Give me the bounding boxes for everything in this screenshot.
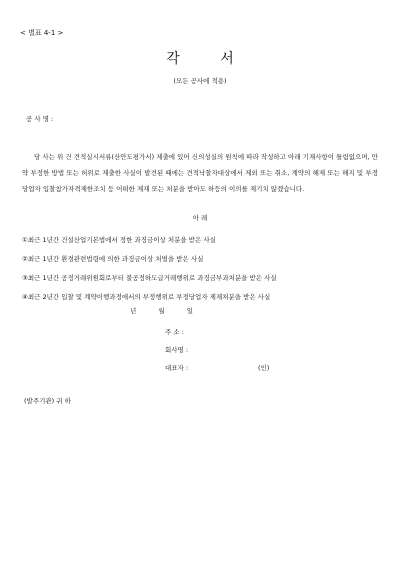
date-line: 년 월 일 — [130, 307, 203, 315]
list-item: ③최근 1년간 공정거래위원회로부터 불공정하도급거래행위로 과징금부과처분을 받은 사실 — [22, 274, 277, 282]
list-item: ④최근 2년간 입찰 및 계약이행과정에서의 부정행위로 부정당업자 제재처분을 받은 사실 — [22, 293, 271, 301]
form-reference: < 별표 4-1 > — [20, 29, 64, 37]
list-item: ①최근 1년간 건설산업기본법에서 정한 과징금이상 처분을 받은 사실 — [22, 236, 216, 244]
addressee: (발주기관) 귀 하 — [24, 397, 71, 405]
items-heading: 아 래 — [192, 214, 208, 222]
document-subtitle: (모든 공사에 적용) — [173, 77, 227, 85]
document-title: 각 서 — [166, 51, 252, 67]
seal-mark: (인) — [258, 364, 270, 372]
ceo-label: 대표자 : — [165, 364, 189, 372]
company-name-label: 회사명 : — [165, 346, 189, 354]
project-name-label: 공 사 명 : — [26, 115, 54, 123]
address-label: 주 소 : — [165, 328, 184, 336]
violation-list — [22, 234, 277, 310]
pledge-body-text: 당 사는 위 건 견적실시서류(산안도평가서) 제출에 있어 신의성실의 원칙에 따라 작성하고 아래 기재사항이 틀림없으며, 만약 부정한 방법 또는 허위로 제출한 사실이 발견된 때에는 견적낙찰자대상에서 제외 또는 취소, 계약의 해제 또는 해지 및 부정당업자 입찰참가자격제한조치 등 어떠한 제재 또는 처분을 받아도 하등의 이의를 제기치 않겠습니다. — [22, 153, 378, 193]
list-item: ②최근 1년간 환경관련법령에 의한 과징금이상 처벌을 받은 사실 — [22, 255, 204, 263]
